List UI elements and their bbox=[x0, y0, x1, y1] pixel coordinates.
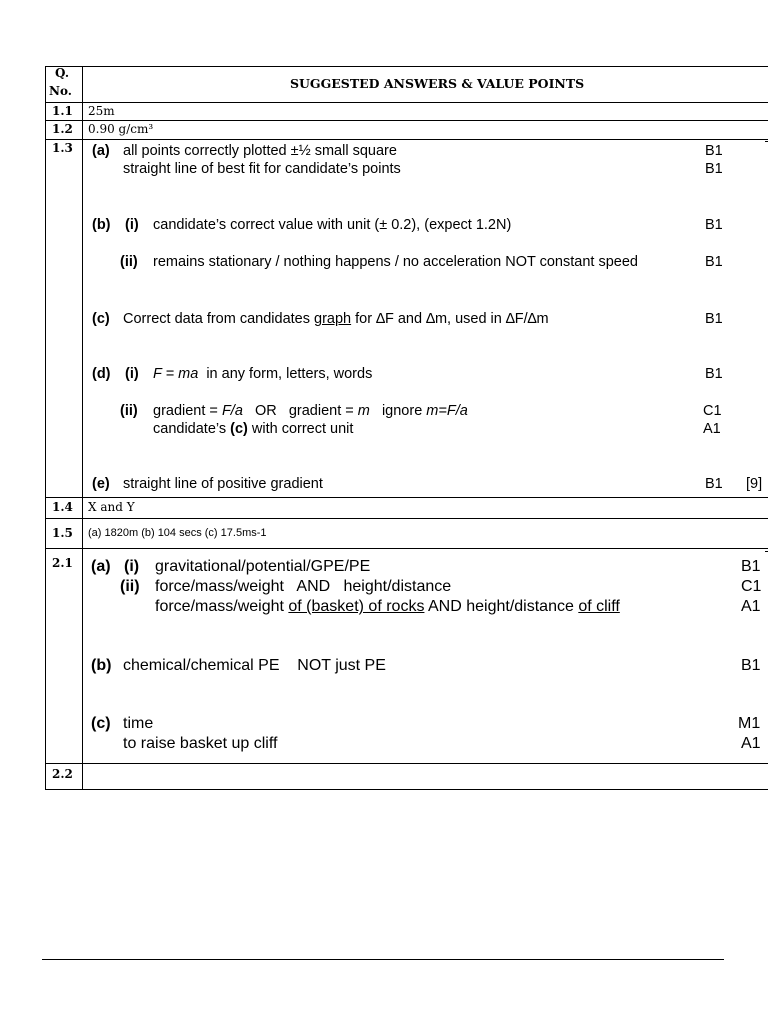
answer-text-part: OR bbox=[254, 403, 277, 419]
row-divider bbox=[45, 763, 768, 764]
part-label: (a) bbox=[92, 143, 110, 159]
table-border-left bbox=[45, 66, 46, 790]
answer-text: straight line of positive gradient bbox=[123, 476, 323, 492]
answer-text: to raise basket up cliff bbox=[123, 735, 278, 752]
answer-text: 0.90 g/cm³ bbox=[88, 122, 154, 136]
part-label: (b) bbox=[92, 217, 111, 233]
underlined-word: graph bbox=[314, 311, 352, 327]
part-label: (c) bbox=[91, 715, 111, 732]
part-label: (c) bbox=[92, 311, 110, 327]
answer-text-part: gradient = bbox=[288, 403, 358, 419]
row-divider bbox=[45, 548, 768, 549]
row-divider bbox=[45, 518, 768, 519]
part-label: (a) bbox=[91, 558, 111, 575]
mark: M1 bbox=[738, 715, 761, 732]
answer-text: force/mass/weight AND height/distance bbox=[155, 578, 452, 595]
subpart-label: (i) bbox=[124, 558, 140, 575]
part-label: (d) bbox=[92, 366, 111, 382]
row-qno: 1.1 bbox=[52, 104, 73, 118]
row-qno: 1.4 bbox=[52, 500, 73, 514]
mark: C1 bbox=[703, 403, 722, 419]
mark: B1 bbox=[705, 161, 723, 177]
subpart-label: (i) bbox=[125, 217, 139, 233]
mark: B1 bbox=[705, 311, 723, 327]
header-qno-line1: Q. bbox=[55, 66, 70, 80]
answer-text-part: force/mass/weight bbox=[155, 598, 289, 615]
answer-text: time bbox=[123, 715, 154, 732]
table-border-top bbox=[45, 66, 768, 67]
mark: A1 bbox=[703, 421, 721, 437]
answer-text-part: for ∆F and ∆m, used in ∆F/∆m bbox=[351, 311, 549, 327]
formula: F = ma bbox=[153, 366, 199, 382]
answer-text: remains stationary / nothing happens / no acceleration NOT constant speed bbox=[153, 254, 638, 270]
answer-text: X and Y bbox=[88, 500, 135, 514]
formula: F/a bbox=[221, 403, 243, 419]
row-divider bbox=[45, 139, 768, 140]
answer-text-part: gradient = bbox=[153, 403, 222, 419]
mark: B1 bbox=[705, 254, 723, 270]
table-border-bottom bbox=[45, 789, 768, 790]
mark: B1 bbox=[741, 657, 761, 674]
answer-text-part: AND height/distance bbox=[424, 598, 579, 615]
row-divider bbox=[45, 497, 768, 498]
mark: C1 bbox=[741, 578, 762, 595]
answer-text-part: ignore bbox=[381, 403, 427, 419]
mark: B1 bbox=[705, 366, 723, 382]
row-qno: 1.3 bbox=[52, 141, 73, 155]
row-qno: 1.2 bbox=[52, 122, 73, 136]
header-qno-line2: No. bbox=[49, 84, 72, 98]
underlined-phrase: of (basket) of rocks bbox=[288, 598, 425, 615]
answer-text bbox=[155, 598, 620, 616]
mark: B1 bbox=[705, 143, 723, 159]
subpart-label: (ii) bbox=[120, 578, 140, 595]
answer-text-part: with correct unit bbox=[247, 421, 354, 437]
formula: m bbox=[357, 403, 370, 419]
underlined-phrase: of cliff bbox=[578, 598, 620, 615]
mark: A1 bbox=[741, 598, 761, 615]
footer-rule bbox=[42, 959, 724, 960]
row-divider bbox=[45, 120, 768, 121]
answer-text: gravitational/potential/GPE/PE bbox=[155, 558, 371, 575]
answer-text: (a) 1820m (b) 104 secs (c) 17.5ms-1 bbox=[88, 527, 267, 539]
row-qno: 1.5 bbox=[52, 526, 73, 540]
subpart-label: (ii) bbox=[120, 403, 138, 419]
row-qno: 2.2 bbox=[52, 767, 73, 781]
total-mark: [9] bbox=[746, 476, 763, 492]
mark: B1 bbox=[741, 558, 761, 575]
part-label: (e) bbox=[92, 476, 110, 492]
mark: B1 bbox=[705, 217, 723, 233]
row-qno: 2.1 bbox=[52, 556, 73, 570]
table-column-divider bbox=[82, 66, 83, 790]
answer-text: all points correctly plotted ±½ small square bbox=[123, 143, 397, 159]
answer-text bbox=[153, 421, 353, 437]
answer-text: candidate’s correct value with unit (± 0.2), (expect 1.2N) bbox=[153, 217, 512, 233]
answer-text bbox=[123, 311, 549, 327]
answer-text bbox=[153, 366, 372, 382]
part-label: (b) bbox=[91, 657, 112, 674]
answer-text bbox=[153, 403, 468, 419]
answer-text-part: in any form, letters, words bbox=[206, 366, 373, 382]
subpart-label: (ii) bbox=[120, 254, 138, 270]
answer-text-part: (c) bbox=[230, 421, 248, 437]
answer-text: 25m bbox=[88, 104, 115, 118]
formula: m=F/a bbox=[426, 403, 468, 419]
answer-text-part: Correct data from candidates bbox=[123, 311, 315, 327]
answer-text-part: candidate’s bbox=[153, 421, 231, 437]
answer-text: straight line of best fit for candidate’s points bbox=[123, 161, 401, 177]
header-title: SUGGESTED ANSWERS & VALUE POINTS bbox=[290, 76, 585, 91]
mark: A1 bbox=[741, 735, 761, 752]
mark: B1 bbox=[705, 476, 723, 492]
row-divider bbox=[45, 102, 768, 103]
answer-text: chemical/chemical PE NOT just PE bbox=[123, 657, 386, 674]
subpart-label: (i) bbox=[125, 366, 139, 382]
